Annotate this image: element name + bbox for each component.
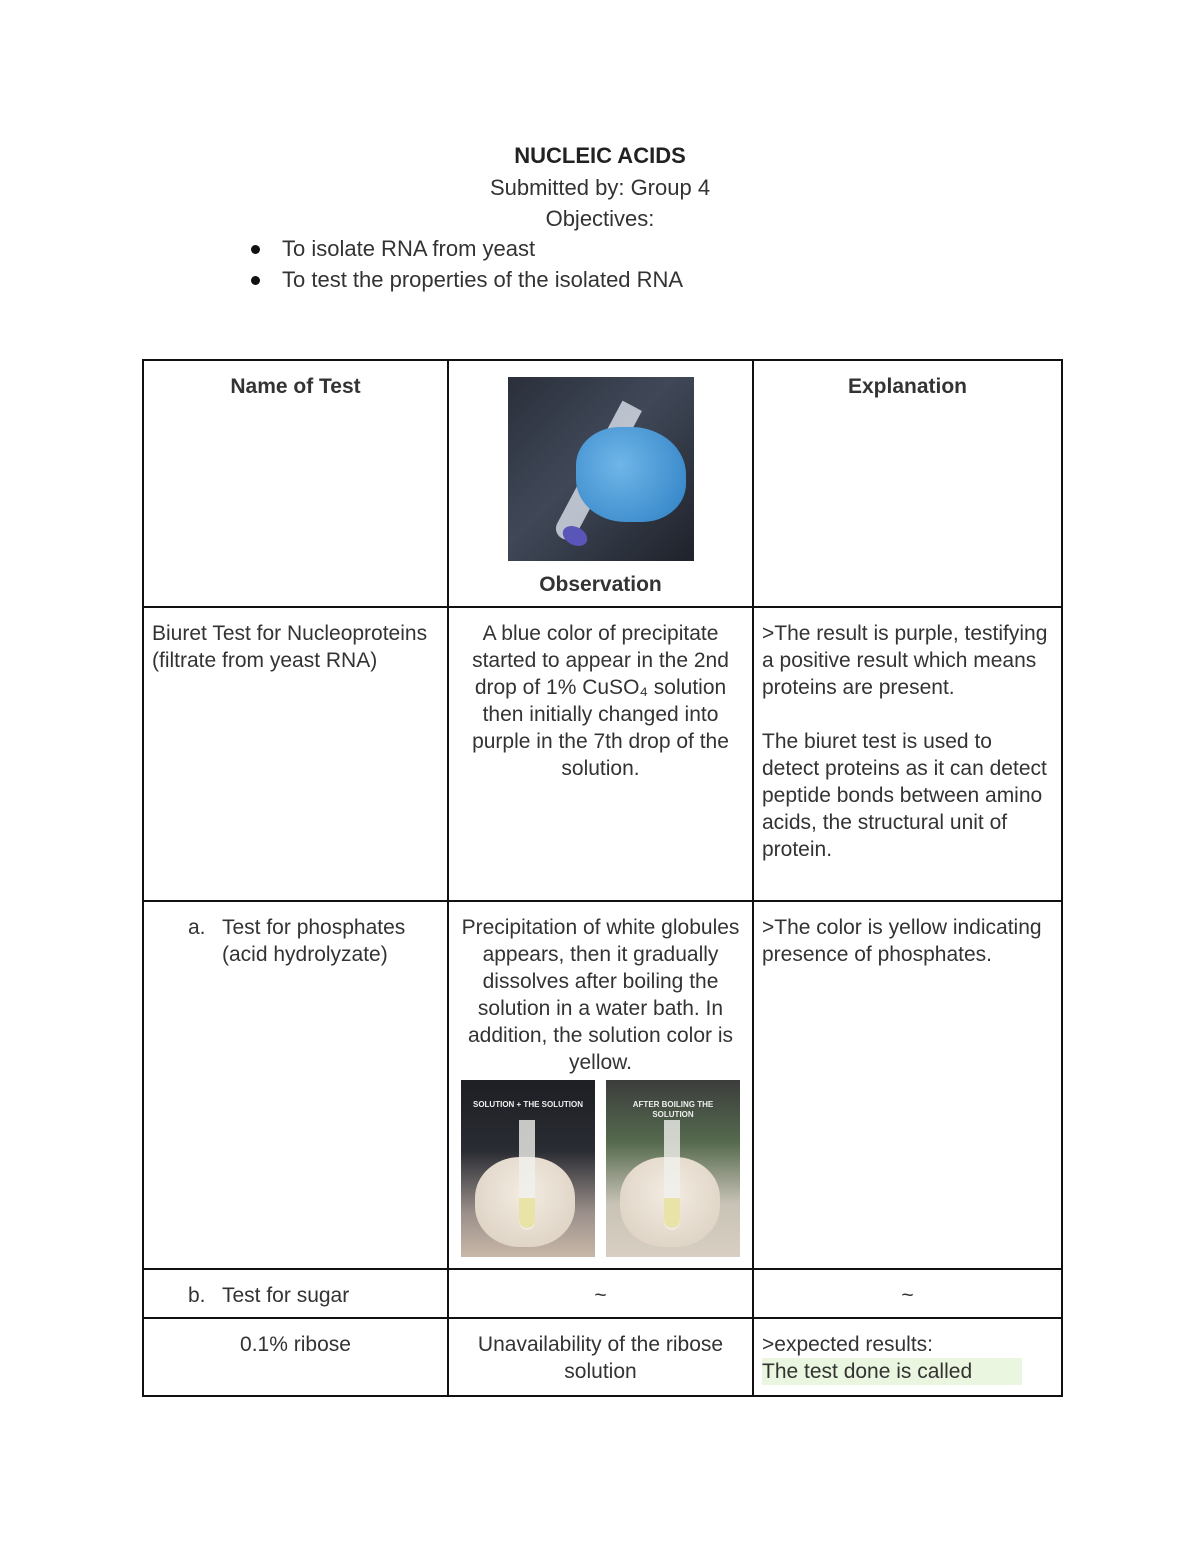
yellow-liquid-shape bbox=[519, 1198, 535, 1228]
observation-text: Precipitation of white globules appears, then it gradually dissolves after boiling the solution in a water bath. In addition, the solution color is yellow. bbox=[461, 916, 740, 1074]
cell-observation bbox=[448, 1269, 753, 1318]
table-row bbox=[143, 1269, 1062, 1318]
cell-test-name bbox=[143, 901, 448, 1269]
cell-test-name bbox=[143, 1269, 448, 1318]
cell-test-name bbox=[143, 607, 448, 901]
observation-text: A blue color of precipitate started to appear in the 2nd drop of 1% CuSO₄ solution then initially changed into purple in the 7th drop of the solution. bbox=[472, 622, 729, 780]
table-row bbox=[143, 607, 1062, 901]
list-marker: a. bbox=[188, 916, 206, 939]
test-name-text: Test for sugar bbox=[222, 1284, 350, 1307]
table-row bbox=[143, 1318, 1062, 1396]
lettered-item bbox=[152, 914, 439, 968]
cell-explanation bbox=[753, 901, 1062, 1269]
header-observation bbox=[448, 360, 753, 607]
observation-photos bbox=[457, 1080, 744, 1257]
after-boiling-photo bbox=[606, 1080, 740, 1257]
objective-item: To test the properties of the isolated RNA bbox=[248, 264, 683, 295]
test-name-text: 0.1% ribose bbox=[240, 1333, 351, 1356]
test-name-text: Test for phosphates (acid hydrolyzate) bbox=[222, 916, 406, 966]
page-title: NUCLEIC ACIDS bbox=[514, 143, 686, 168]
table-row bbox=[143, 901, 1062, 1269]
cell-explanation bbox=[753, 1318, 1062, 1396]
header-explanation bbox=[753, 360, 1062, 607]
objectives-list bbox=[248, 233, 683, 295]
explanation-text: The biuret test is used to detect proteins as it can detect peptide bonds between amino acids, the structural unit of protein. bbox=[762, 730, 1047, 861]
before-boiling-photo bbox=[461, 1080, 595, 1257]
explanation-text: >The color is yellow indicating presence of phosphates. bbox=[762, 916, 1042, 966]
cell-observation bbox=[448, 607, 753, 901]
submitted-by: Submitted by: Group 4 bbox=[489, 175, 711, 200]
header-name-of-test bbox=[143, 360, 448, 607]
photo-caption: SOLUTION + THE SOLUTION bbox=[472, 1100, 583, 1109]
observation-text: Unavailability of the ribose solution bbox=[477, 1333, 724, 1383]
observation-text: ~ bbox=[594, 1284, 607, 1307]
test-name-text: Biuret Test for Nucleoproteins (filtrate from yeast RNA) bbox=[152, 622, 428, 672]
explanation-text: >The result is purple, testifying a positive result which means proteins are present. bbox=[762, 622, 1048, 699]
explanation-text: >expected results: bbox=[762, 1333, 934, 1356]
test-tube-photo bbox=[508, 377, 694, 561]
cell-observation bbox=[448, 1318, 753, 1396]
lettered-item bbox=[152, 1282, 439, 1309]
document-header bbox=[0, 140, 1200, 234]
cell-test-name bbox=[143, 1318, 448, 1396]
objectives-label: Objectives: bbox=[545, 206, 655, 231]
blue-glove-shape bbox=[576, 427, 686, 522]
objective-item: To isolate RNA from yeast bbox=[248, 233, 683, 264]
cell-explanation bbox=[753, 1269, 1062, 1318]
header-observation-label: Observation bbox=[539, 573, 662, 596]
cell-explanation bbox=[753, 607, 1062, 901]
yellow-liquid-shape bbox=[664, 1198, 680, 1228]
list-marker: b. bbox=[188, 1284, 206, 1307]
photo-caption: AFTER BOILING THE SOLUTION bbox=[632, 1100, 714, 1119]
header-name-label: Name of Test bbox=[230, 375, 361, 398]
cell-observation bbox=[448, 901, 753, 1269]
table-header-row bbox=[143, 360, 1062, 607]
results-table bbox=[142, 359, 1063, 1397]
header-explanation-label: Explanation bbox=[847, 375, 968, 398]
explanation-text: ~ bbox=[901, 1284, 914, 1307]
highlighted-text: The test done is called bbox=[762, 1358, 1022, 1385]
